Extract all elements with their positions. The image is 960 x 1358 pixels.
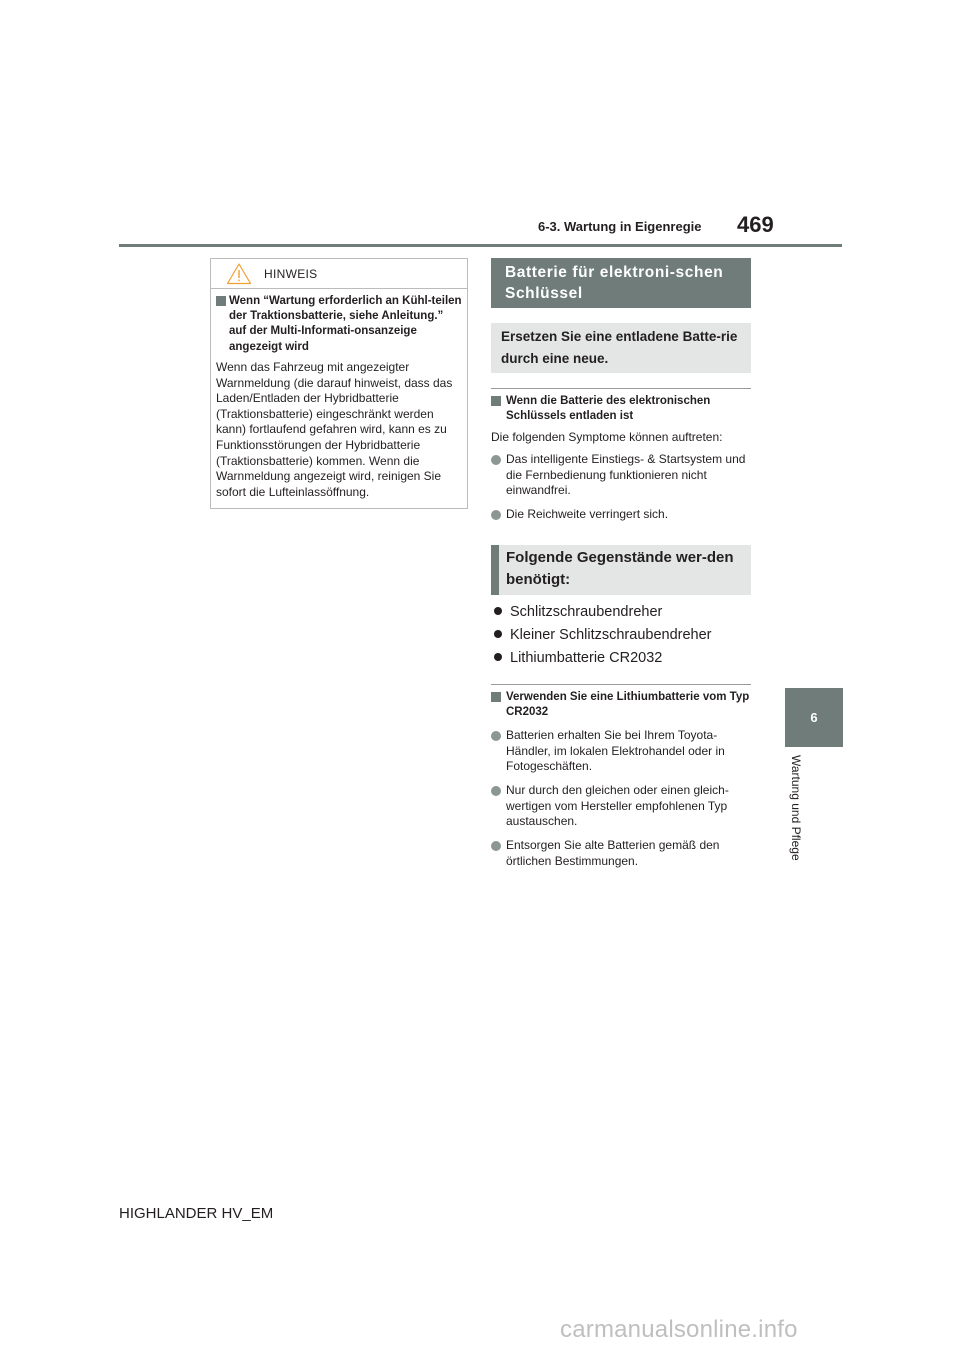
required-item-text: Lithiumbatterie CR2032 xyxy=(510,650,663,666)
section-banner xyxy=(491,258,751,308)
footer-model: HIGHLANDER HV_EM xyxy=(119,1205,274,1222)
section-banner-title: Batterie für elektroni-schen Schlüssel xyxy=(505,264,724,302)
bullet-icon xyxy=(491,510,501,520)
intro-text: Die folgenden Symptome können auftreten: xyxy=(491,430,723,444)
bullet-icon xyxy=(494,607,502,615)
list-item-text: Die Reichweite verringert sich. xyxy=(506,507,669,521)
list-item-text: Nur durch den gleichen oder einen gleich-wertigen vom Hersteller empfohlenen Typ austauschen. xyxy=(506,783,729,829)
chapter-title-text: Wartung und Pflege xyxy=(789,755,803,861)
bullet-icon xyxy=(491,841,501,851)
list-item xyxy=(491,728,753,775)
bullet-icon xyxy=(491,786,501,796)
required-item-text: Kleiner Schlitzschraubendreher xyxy=(510,627,712,643)
square-bullet-icon xyxy=(491,692,501,702)
list-item-text: Batterien erhalten Sie bei Ihrem Toyota-Händler, im lokalen Elektrohandel oder in Fotogeschäften. xyxy=(506,728,725,774)
subheading-text: Wenn die Batterie des elektronischen Schlüssels entladen ist xyxy=(506,395,711,423)
list-item xyxy=(491,452,753,499)
list-item xyxy=(491,838,753,869)
required-item-text: Schlitzschraubendreher xyxy=(510,604,663,620)
note-subheading xyxy=(216,294,462,355)
chapter-number: 6 xyxy=(810,710,818,725)
bullet-icon xyxy=(491,455,501,465)
subheading-battery-empty xyxy=(491,394,751,425)
note-label: HINWEIS xyxy=(264,267,318,281)
watermark: carmanualsonline.info xyxy=(560,1316,798,1343)
square-bullet-icon xyxy=(491,396,501,406)
subheading-battery-type xyxy=(491,690,751,721)
divider xyxy=(491,388,751,389)
note-header xyxy=(211,259,467,289)
note-subheading-text: Wenn “Wartung erforderlich an Kühl-teilen der Traktionsbatterie, siehe Anleitung.” auf der Multi-Informati-onsanzeige angezeigt wird xyxy=(229,295,462,353)
bullet-icon xyxy=(494,653,502,661)
divider xyxy=(491,684,751,685)
required-item xyxy=(491,626,712,644)
required-item xyxy=(491,603,662,621)
note-text: Wenn das Fahrzeug mit angezeigter Warnmeldung (die darauf hinweist, dass das Laden/Entladen der Hybridbatterie (Traktionsbatterie) eingeschränkt werden kann) fortlaufend gefahren wird, kann es zu Funktionsstörungen der Hybridbatterie (Traktionsbatterie) kommen. Wenn die Warnmeldung angezeigt wird, reinigen Sie sofort die Lufteinlassöffnung. xyxy=(216,360,453,499)
header-divider xyxy=(119,244,842,247)
bullet-icon xyxy=(494,630,502,638)
chapter-tab xyxy=(785,688,843,747)
note-box xyxy=(210,258,468,509)
list-item-text: Das intelligente Einstiegs- & Startsystem und die Fernbedienung funktionieren nicht einwandfrei. xyxy=(506,452,746,498)
required-item xyxy=(491,649,662,667)
summary-box xyxy=(491,323,751,373)
subheading-text: Verwenden Sie eine Lithiumbatterie vom Typ CR2032 xyxy=(506,691,750,719)
list-item xyxy=(491,507,753,523)
list-item xyxy=(491,783,753,830)
bullet-icon xyxy=(491,731,501,741)
page-number: 469 xyxy=(737,212,774,237)
items-box xyxy=(491,545,751,595)
section-title: 6-3. Wartung in Eigenregie xyxy=(538,219,702,234)
warning-icon xyxy=(226,262,252,285)
square-bullet-icon xyxy=(216,296,226,306)
items-box-text: Folgende Gegenstände wer-den benötigt: xyxy=(506,549,734,588)
summary-text: Ersetzen Sie eine entladene Batte-rie durch eine neue. xyxy=(501,329,738,366)
list-item-text: Entsorgen Sie alte Batterien gemäß den örtlichen Bestimmungen. xyxy=(506,838,720,868)
chapter-title xyxy=(786,755,806,880)
